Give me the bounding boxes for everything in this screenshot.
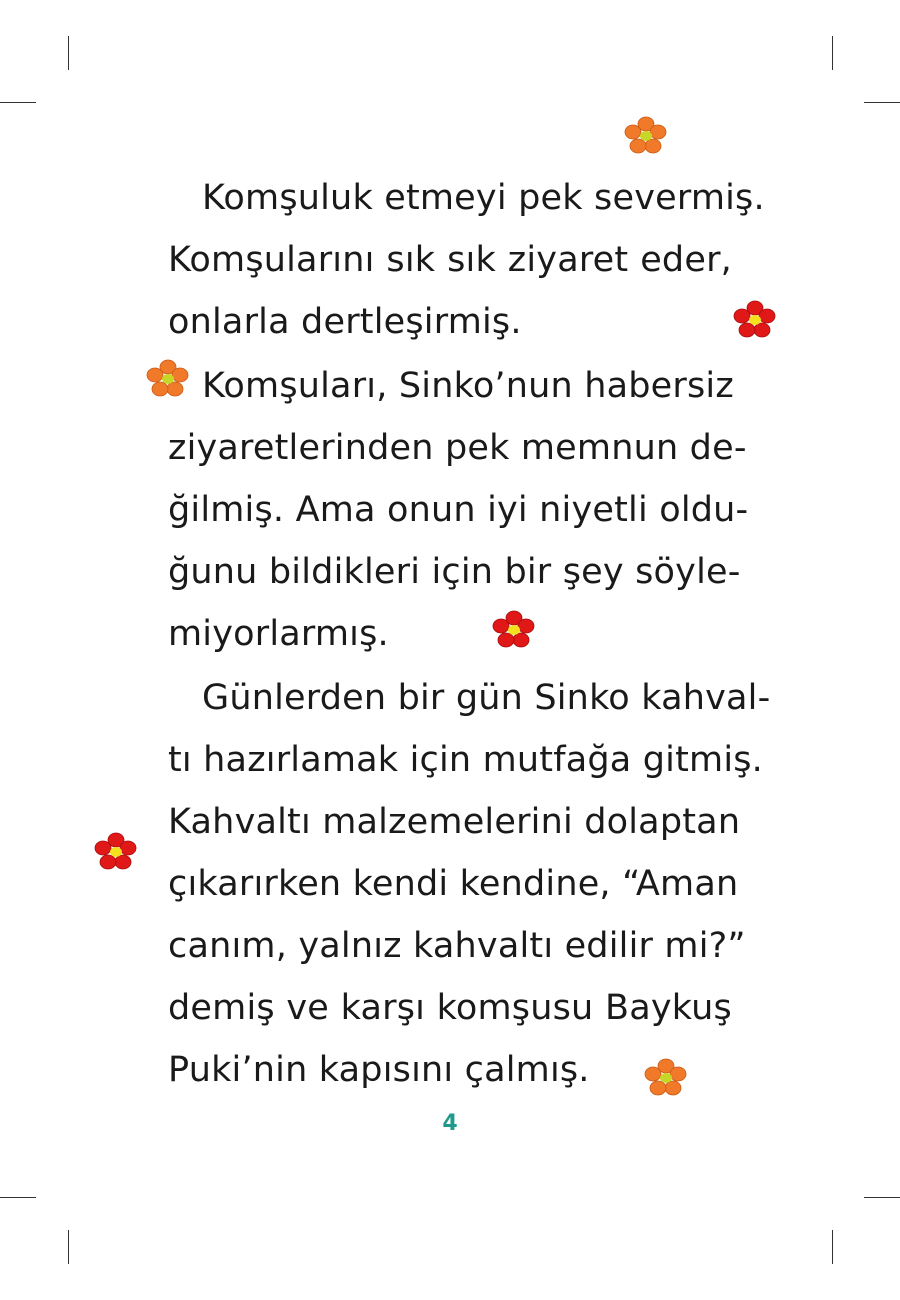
- text-line: ziyaretlerinden pek memnun de-: [168, 428, 747, 468]
- text-line: demiş ve karşı komşusu Baykuş: [168, 988, 732, 1028]
- orange-flower-icon: [624, 115, 668, 155]
- text-line: tı hazırlamak için mutfağa gitmiş.: [168, 740, 763, 780]
- paragraph: [168, 355, 749, 665]
- page-number: 4: [442, 1111, 458, 1136]
- text-line: Komşuluk etmeyi pek severmiş.: [202, 178, 765, 218]
- crop-mark: [832, 1230, 833, 1264]
- paragraph: [168, 667, 771, 1101]
- paragraph: [168, 167, 765, 353]
- text-line: ğunu bildikleri için bir şey söyle-: [168, 552, 741, 592]
- crop-mark: [864, 1197, 900, 1198]
- crop-mark: [864, 102, 900, 103]
- text-line: miyorlarmış.: [168, 614, 389, 654]
- crop-mark: [0, 102, 36, 103]
- text-line: Komşularını sık sık ziyaret eder,: [168, 240, 732, 280]
- crop-mark: [0, 1197, 36, 1198]
- crop-mark: [68, 36, 69, 70]
- red-flower-icon: [94, 831, 138, 871]
- text-line: ğilmiş. Ama onun iyi niyetli oldu-: [168, 490, 749, 530]
- text-line: canım, yalnız kahvaltı edilir mi?”: [168, 926, 746, 966]
- text-line: Kahvaltı malzemelerini dolaptan: [168, 802, 741, 842]
- red-flower-icon: [733, 299, 777, 339]
- text-line: Komşuları, Sinko’nun habersiz: [202, 366, 734, 406]
- text-line: onlarla dertleşirmiş.: [168, 302, 522, 342]
- text-line: Puki’nin kapısını çalmış.: [168, 1050, 590, 1090]
- text-line: Günlerden bir gün Sinko kahval-: [202, 678, 771, 718]
- crop-mark: [68, 1230, 69, 1264]
- text-line: çıkarırken kendi kendine, “Aman: [168, 864, 739, 904]
- crop-mark: [832, 36, 833, 70]
